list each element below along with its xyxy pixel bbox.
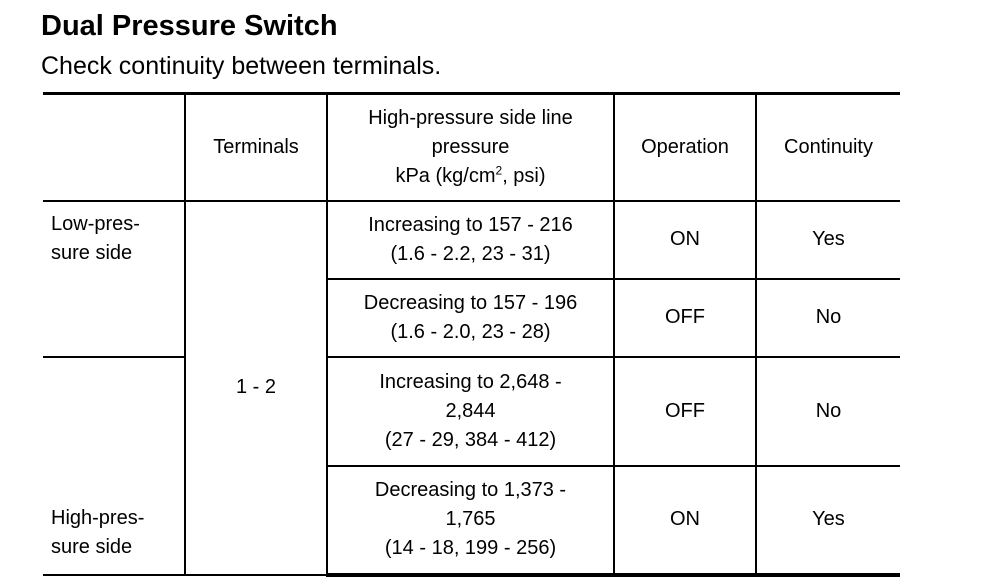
side-label-line2: sure side xyxy=(51,241,133,264)
pressure-line2: 2,844 xyxy=(445,399,496,422)
terminals-cell: 1 - 2 xyxy=(185,201,327,575)
pressure-cell xyxy=(327,466,614,575)
side-label-line1: Low-pres- xyxy=(51,212,140,235)
pressure-line1: Decreasing to 1,373 - xyxy=(374,479,567,501)
header-row xyxy=(43,94,900,201)
side-label-line2: sure side xyxy=(51,535,133,558)
header-side xyxy=(43,94,185,201)
pressure-line2: (1.6 - 2.0, 23 - 28) xyxy=(390,320,551,343)
pressure-line3: (14 - 18, 199 - 256) xyxy=(384,537,557,559)
header-operation: Operation xyxy=(614,94,756,201)
pressure-line3: (27 - 29, 384 - 412) xyxy=(384,428,557,451)
header-pressure-unit-post: , psi) xyxy=(502,164,546,187)
table-row xyxy=(43,201,900,279)
operation-cell: ON xyxy=(614,201,756,279)
header-pressure-line1: High-pressure side line xyxy=(368,106,573,129)
continuity-cell: No xyxy=(756,279,900,357)
header-pressure-line2: pressure xyxy=(431,135,510,158)
header-pressure xyxy=(327,94,614,201)
header-continuity: Continuity xyxy=(756,94,900,201)
side-cell-low-pressure xyxy=(43,201,185,357)
pressure-cell xyxy=(327,279,614,357)
pressure-cell xyxy=(327,357,614,466)
header-pressure-unit-pre: kPa (kg/cm xyxy=(395,164,496,187)
pressure-line2: 1,765 xyxy=(445,508,496,530)
pressure-cell xyxy=(327,201,614,279)
header-pressure-line3 xyxy=(328,162,613,191)
side-cell-high-pressure xyxy=(43,357,185,575)
pressure-line2: (1.6 - 2.2, 23 - 31) xyxy=(390,242,551,265)
operation-cell: OFF xyxy=(614,279,756,357)
operation-cell: OFF xyxy=(614,357,756,466)
pressure-line1: Increasing to 2,648 - xyxy=(379,370,562,393)
page-subtitle: Check continuity between terminals. xyxy=(41,52,442,80)
header-terminals: Terminals xyxy=(185,94,327,201)
continuity-cell: Yes xyxy=(756,466,900,575)
dual-pressure-switch-table xyxy=(43,92,900,577)
pressure-line1: Increasing to 157 - 216 xyxy=(368,213,573,236)
table-row xyxy=(43,357,900,466)
pressure-line1: Decreasing to 157 - 196 xyxy=(363,291,578,314)
side-label-line1: High-pres- xyxy=(51,506,145,529)
operation-cell: ON xyxy=(614,466,756,575)
continuity-cell: Yes xyxy=(756,201,900,279)
page-title: Dual Pressure Switch xyxy=(41,10,338,42)
continuity-cell: No xyxy=(756,357,900,466)
header-pressure-unit-sup: 2 xyxy=(495,163,503,178)
